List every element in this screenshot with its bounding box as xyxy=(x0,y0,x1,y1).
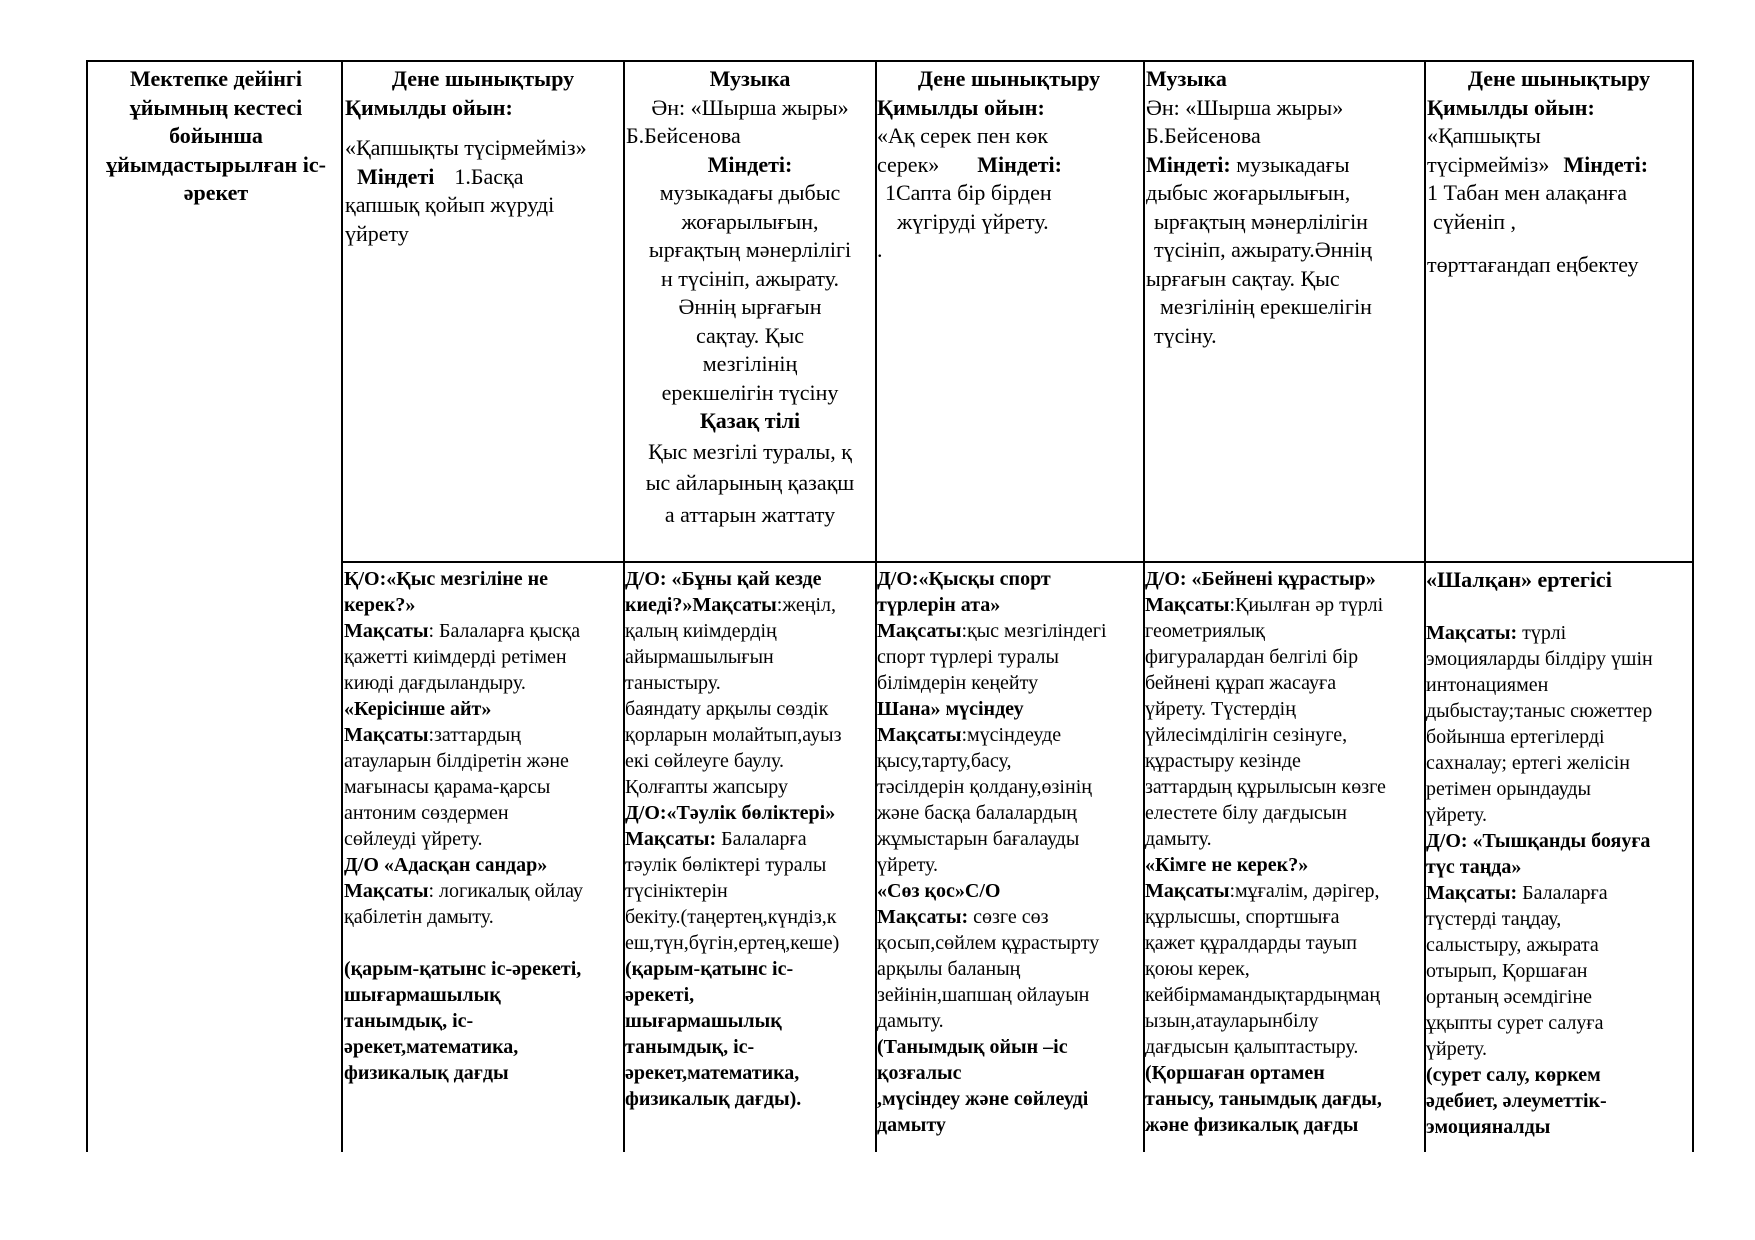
text-line: 1.Басқа xyxy=(454,163,524,189)
subject-title: Қазақ тілі xyxy=(699,408,801,433)
regular-fragment: бойынша ертегілерді xyxy=(1426,726,1605,748)
text-line xyxy=(1426,854,1692,880)
text-line xyxy=(877,1034,1143,1060)
regular-fragment: дағдысын қалыптастыру. xyxy=(1145,1036,1359,1058)
regular-fragment: таныстыру. xyxy=(625,672,721,694)
regular-fragment: ұқыпты сурет салуға xyxy=(1426,1012,1604,1034)
text-line: н түсініп, ажырату. xyxy=(661,265,839,291)
text-line xyxy=(877,800,1143,826)
bold-fragment: Шана» мүсіндеу xyxy=(877,698,1024,720)
regular-fragment: қысу,тарту,басу, xyxy=(877,750,1012,772)
regular-fragment: :жеңіл, xyxy=(776,594,837,616)
text-line xyxy=(1145,982,1425,1008)
text-line xyxy=(1145,722,1425,748)
bold-fragment: Мақсаты xyxy=(344,724,429,746)
bold-fragment: шығармашылық xyxy=(344,984,501,1006)
bold-fragment: Мақсаты xyxy=(877,724,962,746)
bold-fragment: (сурет салу, көркем xyxy=(1426,1064,1601,1086)
bold-fragment: әрекет,математика, xyxy=(344,1036,519,1058)
text-line xyxy=(1145,696,1425,722)
regular-fragment: Балаларға xyxy=(716,828,807,850)
row-header-cell xyxy=(100,65,332,208)
task-label: Міндеті: xyxy=(977,151,1062,177)
top-cell-2 xyxy=(626,65,874,529)
text-line xyxy=(1145,1060,1425,1086)
text-line xyxy=(1426,1062,1692,1088)
text-line xyxy=(625,774,875,800)
text-line xyxy=(625,956,875,982)
regular-fragment: геометриялық xyxy=(1145,620,1265,642)
regular-fragment: зейінін,шапшаң ойлауын xyxy=(877,984,1090,1006)
text-line: музыкадағы дыбыс xyxy=(659,180,841,205)
bold-fragment: (Қоршаған ортамен xyxy=(1145,1062,1325,1084)
task-label: Міндеті xyxy=(357,163,435,189)
bottom-cell-3 xyxy=(877,566,1143,1138)
text-line xyxy=(625,1060,875,1086)
bold-fragment: дамыту xyxy=(877,1114,946,1136)
regular-fragment: Қолғапты жапсыру xyxy=(625,776,788,798)
text-line xyxy=(1426,880,1692,906)
text-line xyxy=(625,696,875,722)
regular-fragment: ретімен орындауды xyxy=(1426,778,1591,800)
text-line xyxy=(625,618,875,644)
text-line xyxy=(344,826,624,852)
regular-fragment: салыстыру, ажырата xyxy=(1426,934,1599,956)
text-line xyxy=(625,566,875,592)
subject-title: Музыка xyxy=(709,66,791,91)
text-line xyxy=(625,1086,875,1112)
text-line xyxy=(1145,1034,1425,1060)
regular-fragment: жұмыстарын бағалауды xyxy=(877,828,1080,850)
row-header-text: Мектепке дейінгі ұйымның кестесі бойынша ұйымдастырылған іс-әрекет xyxy=(106,66,326,205)
text-line xyxy=(344,618,624,644)
text-line xyxy=(344,774,624,800)
text-line xyxy=(1426,1114,1692,1140)
bold-fragment: (қарым-қатынс іс-әрекеті, xyxy=(344,958,582,980)
text-line xyxy=(344,930,624,956)
regular-fragment: атауларын білдіретін және xyxy=(344,750,569,772)
text-line: серек» xyxy=(877,151,940,177)
text-line xyxy=(344,644,624,670)
text-line xyxy=(1426,750,1692,776)
text-line xyxy=(625,644,875,670)
bold-fragment: физикалық дағды). xyxy=(625,1088,802,1110)
bottom-cell-5 xyxy=(1426,566,1692,1140)
bold-fragment: Д/О: «Бейнені құрастыр» xyxy=(1145,568,1376,590)
bold-fragment: танысу, танымдық дағды, xyxy=(1145,1088,1382,1110)
bold-fragment: Мақсаты: xyxy=(1426,622,1518,644)
text-line: 1Сапта бір бірден xyxy=(885,180,1052,205)
bold-fragment: қозғалыс xyxy=(877,1062,962,1084)
bottom-cell-1 xyxy=(344,566,624,1086)
regular-fragment: мағынасы қарама-қарсы xyxy=(344,776,551,798)
text-line xyxy=(877,566,1143,592)
text-line xyxy=(1426,1010,1692,1036)
bold-fragment: ,мүсіндеу және сөйлеуді xyxy=(877,1088,1089,1110)
text-line xyxy=(877,722,1143,748)
table-left-border xyxy=(86,60,88,1152)
bold-fragment: (Танымдық ойын –іс xyxy=(877,1036,1068,1058)
text-line: Әннің ырғағын xyxy=(678,294,822,319)
text-line xyxy=(344,1060,624,1086)
subject-title: Музыка xyxy=(1146,66,1227,91)
text-line xyxy=(877,982,1143,1008)
bold-fragment: және физикалық дағды xyxy=(1145,1114,1359,1136)
text-line xyxy=(877,1086,1143,1112)
text-line: сүйеніп , xyxy=(1433,208,1516,234)
text-line: Қыс мезгілі туралы, қ xyxy=(648,438,852,464)
text-line: түсірмейміз» xyxy=(1427,151,1550,177)
regular-fragment: қосып,сөйлем құрастырту xyxy=(877,932,1100,954)
text-line: музыкадағы xyxy=(1236,151,1350,177)
bold-fragment: Д/О:«Қысқы спорт xyxy=(877,568,1051,590)
column-divider-1 xyxy=(341,60,343,1152)
regular-fragment: қажетті киімдерді ретімен xyxy=(344,646,567,668)
text-line xyxy=(1426,776,1692,802)
text-line xyxy=(1145,670,1425,696)
text-line: . xyxy=(877,237,883,262)
text-line: қапшық қойып жүруді xyxy=(345,192,555,217)
regular-fragment: : логикалық ойлау xyxy=(428,880,584,902)
text-line xyxy=(877,592,1143,618)
text-line xyxy=(1145,1086,1425,1112)
regular-fragment: қажет құралдарды тауып xyxy=(1145,932,1357,954)
top-cell-5 xyxy=(1427,65,1691,280)
text-line xyxy=(1145,956,1425,982)
text-line: а аттарын жаттату xyxy=(664,501,836,527)
regular-fragment: фигуралардан белгілі бір xyxy=(1145,646,1359,668)
text-line xyxy=(1426,566,1692,594)
text-line: үйрету xyxy=(345,220,409,246)
text-line xyxy=(1145,592,1425,618)
text-line: мезгілінің ерекшелігін xyxy=(1160,294,1372,319)
text-line xyxy=(344,878,624,904)
text-line: Ән: «Шырша жыры» xyxy=(1146,94,1344,120)
text-line xyxy=(1426,958,1692,984)
text-line xyxy=(1145,878,1425,904)
regular-fragment: дамыту. xyxy=(877,1010,944,1032)
regular-fragment: елестете білу дағдысын xyxy=(1145,802,1347,824)
text-line xyxy=(625,670,875,696)
text-line xyxy=(1145,748,1425,774)
text-line xyxy=(625,800,875,826)
top-cell-1 xyxy=(345,65,621,248)
text-line xyxy=(344,982,624,1008)
text-line xyxy=(344,592,624,618)
regular-fragment: бекіту.(таңертең,күндіз,к xyxy=(625,906,837,928)
regular-fragment: арқылы баланың xyxy=(877,958,1021,980)
row-divider xyxy=(341,561,1694,563)
text-line xyxy=(344,566,624,592)
regular-fragment: дыбыстау;таныс сюжеттер xyxy=(1426,700,1653,722)
regular-fragment: :заттардың xyxy=(428,724,521,746)
regular-fragment: еш,түн,бүгін,ертең,кеше) xyxy=(625,932,840,954)
regular-fragment: қоюы керек, xyxy=(1145,958,1250,980)
top-cell-4 xyxy=(1146,65,1422,350)
text-line xyxy=(1145,566,1425,592)
regular-fragment: сөзге сөз xyxy=(968,906,1049,928)
bold-fragment: түс таңда» xyxy=(1426,856,1522,878)
text-line xyxy=(877,644,1143,670)
regular-fragment: қалың киімдердің xyxy=(625,620,777,642)
regular-fragment: эмоцияларды білдіру үшін xyxy=(1426,648,1653,670)
bottom-cell-2 xyxy=(625,566,875,1112)
bold-fragment: Мақсаты: xyxy=(877,906,969,928)
subject-title: Дене шынықтыру xyxy=(917,66,1101,91)
text-line: ыс айларының қазақш xyxy=(645,470,855,495)
bold-fragment: (қарым-қатынс іс- xyxy=(625,958,794,980)
regular-fragment: қорларын молайтып,ауыз xyxy=(625,724,842,746)
text-line xyxy=(1145,1008,1425,1034)
text-line xyxy=(1426,906,1692,932)
text-line xyxy=(1145,852,1425,878)
text-line xyxy=(344,722,624,748)
text-line: жоғарылығын, xyxy=(681,208,819,234)
text-line xyxy=(1426,698,1692,724)
regular-fragment: :қыс мезгіліндегі xyxy=(961,620,1107,642)
regular-fragment: түрлі xyxy=(1517,622,1567,644)
regular-fragment: :мүсіндеуде xyxy=(961,724,1062,746)
text-line xyxy=(625,852,875,878)
text-line xyxy=(625,722,875,748)
text-line: Ән: «Шырша жыры» xyxy=(651,94,849,120)
bold-fragment: түрлерін ата» xyxy=(877,594,1001,616)
text-line: жүгіруді үйрету. xyxy=(897,208,1049,234)
bold-fragment: Д/О «Адасқан сандар» xyxy=(344,854,548,876)
text-line xyxy=(1145,800,1425,826)
bold-fragment: «Кімге не керек?» xyxy=(1145,854,1309,876)
text-line xyxy=(625,930,875,956)
subject-title: Дене шынықтыру xyxy=(1467,66,1651,91)
text-line xyxy=(344,1008,624,1034)
regular-fragment: түстерді таңдау, xyxy=(1426,908,1562,930)
text-line xyxy=(1145,774,1425,800)
text-line xyxy=(1426,1036,1692,1062)
regular-fragment: қабілетін дамыту. xyxy=(344,906,494,928)
text-line: төрттағандап еңбектеу xyxy=(1427,252,1639,277)
bold-fragment: Қ/О:«Қыс мезгіліне не xyxy=(344,568,549,590)
bold-fragment: киеді?»Мақсаты xyxy=(625,594,777,616)
regular-fragment: дамыту. xyxy=(1145,828,1212,850)
text-line xyxy=(344,956,624,982)
regular-fragment: кейбірмамандықтардыңмаң xyxy=(1145,984,1381,1006)
text-line xyxy=(625,982,875,1008)
game-label: Қимылды ойын: xyxy=(877,94,1045,120)
text-line xyxy=(877,1060,1143,1086)
regular-fragment: сөйлеуді үйрету. xyxy=(344,828,483,850)
bold-fragment: танымдық, іс- xyxy=(344,1010,474,1032)
text-line xyxy=(625,592,875,618)
text-line xyxy=(625,904,875,930)
regular-fragment: киюді дағдыландыру. xyxy=(344,672,526,694)
bold-fragment: Мақсаты xyxy=(344,620,429,642)
text-line xyxy=(877,956,1143,982)
regular-fragment: :Қиылған әр түрлі xyxy=(1229,594,1384,616)
text-line xyxy=(1145,644,1425,670)
text-line xyxy=(1426,594,1692,620)
regular-fragment: айырмашылығын xyxy=(625,646,774,668)
regular-fragment: екі сөйлеуге баулу. xyxy=(625,750,785,772)
text-line: түсіну. xyxy=(1154,322,1217,348)
regular-fragment: үйрету. xyxy=(1426,1038,1488,1060)
regular-fragment: түсініктерін xyxy=(625,880,728,902)
text-line xyxy=(877,1112,1143,1138)
text-line xyxy=(625,878,875,904)
task-label: Міндеті: xyxy=(1146,151,1231,177)
text-line xyxy=(1426,984,1692,1010)
text-line xyxy=(344,696,624,722)
bold-fragment: «Сөз қос»С/О xyxy=(877,880,1001,902)
text-line: «Қапшықты түсірмейміз» xyxy=(345,135,587,160)
text-line xyxy=(625,826,875,852)
text-line: Б.Бейсенова xyxy=(626,123,741,148)
text-line xyxy=(877,930,1143,956)
text-line xyxy=(1426,620,1692,646)
text-line: ерекшелігін түсіну xyxy=(661,379,839,405)
text-line xyxy=(877,670,1143,696)
regular-fragment: тәулік бөліктері туралы xyxy=(625,854,827,876)
regular-fragment: үйрету. xyxy=(877,854,939,876)
regular-fragment: Балаларға xyxy=(1517,882,1608,904)
text-line xyxy=(877,904,1143,930)
bold-fragment: Д/О: «Тышқанды бояуға xyxy=(1426,830,1651,852)
regular-fragment: сахналау; ертегі желісін xyxy=(1426,752,1630,774)
regular-fragment: интонациямен xyxy=(1426,674,1549,696)
bold-fragment: Мақсаты xyxy=(344,880,429,902)
text-line xyxy=(1426,724,1692,750)
bold-fragment: Мақсаты xyxy=(1145,594,1230,616)
text-line xyxy=(344,904,624,930)
text-line: дыбыс жоғарылығын, xyxy=(1146,180,1351,205)
text-line: мезгілінің xyxy=(702,351,798,376)
bold-fragment: «Керісінше айт» xyxy=(344,698,492,720)
bottom-cell-4 xyxy=(1145,566,1425,1138)
regular-fragment: бейнені құрап жасауға xyxy=(1145,672,1337,694)
text-line: түсініп, ажырату.Әннің xyxy=(1154,237,1373,262)
text-line xyxy=(1145,826,1425,852)
table-right-border xyxy=(1692,60,1694,1152)
regular-fragment: үйлесімділігін сезінуге, xyxy=(1145,724,1348,746)
regular-fragment: :мұғалім, дәрігер, xyxy=(1229,880,1380,902)
text-line xyxy=(1426,828,1692,854)
text-line xyxy=(877,1008,1143,1034)
bold-fragment: Д/О: «Бұны қай кезде xyxy=(625,568,822,590)
regular-fragment: ызын,атауларынбілу xyxy=(1145,1010,1319,1032)
text-line xyxy=(1145,1112,1425,1138)
bold-fragment: Мақсаты xyxy=(1145,880,1230,902)
text-line xyxy=(1426,802,1692,828)
text-line xyxy=(344,748,624,774)
regular-fragment: құрлысшы, спортшыға xyxy=(1145,906,1340,928)
regular-fragment: антоним сөздермен xyxy=(344,802,509,824)
text-line: Б.Бейсенова xyxy=(1146,123,1261,148)
bold-fragment: әрекет,математика, xyxy=(625,1062,800,1084)
text-line: сақтау. Қыс xyxy=(695,322,805,348)
task-label: Міндеті: xyxy=(1563,151,1649,177)
bold-fragment: эмоцияналды xyxy=(1426,1116,1551,1138)
text-line xyxy=(877,696,1143,722)
subject-title: Дене шынықтыру xyxy=(391,66,575,91)
text-line: «Қапшықты xyxy=(1427,123,1541,148)
regular-fragment: спорт түрлері туралы xyxy=(877,646,1059,668)
text-line xyxy=(1426,646,1692,672)
text-line xyxy=(877,774,1143,800)
regular-fragment: білімдерін кеңейту xyxy=(877,672,1039,694)
text-line xyxy=(1426,932,1692,958)
text-line xyxy=(877,852,1143,878)
bold-fragment: Д/О:«Тәулік бөліктері» xyxy=(625,802,836,824)
text-line xyxy=(625,1008,875,1034)
bold-fragment: Мақсаты: xyxy=(625,828,717,850)
regular-fragment: тәсілдерін қолдану,өзінің xyxy=(877,776,1092,798)
game-label: Қимылды ойын: xyxy=(345,94,513,120)
regular-fragment: құрастыру кезінде xyxy=(1145,750,1301,772)
bold-fragment: шығармашылық xyxy=(625,1010,782,1032)
bold-fragment: Мақсаты xyxy=(877,620,962,642)
bold-fragment: танымдық, іс- xyxy=(625,1036,755,1058)
text-line xyxy=(625,1034,875,1060)
text-line xyxy=(344,670,624,696)
regular-fragment: : Балаларға қысқа xyxy=(428,620,581,642)
text-line xyxy=(877,826,1143,852)
text-line: 1 Табан мен алақанға xyxy=(1427,180,1628,205)
regular-fragment: және басқа балалардың xyxy=(877,802,1077,824)
text-line xyxy=(344,800,624,826)
bold-fragment: «Шалқан» ертегісі xyxy=(1426,567,1612,592)
text-line xyxy=(1145,930,1425,956)
bold-fragment: әрекеті, xyxy=(625,984,695,1006)
text-line xyxy=(1145,904,1425,930)
text-line xyxy=(877,748,1143,774)
text-line xyxy=(625,748,875,774)
text-line xyxy=(1426,1088,1692,1114)
regular-fragment: үйрету. Түстердің xyxy=(1145,698,1296,720)
text-line: ырғақтың мәнерлілігін xyxy=(1154,208,1368,234)
top-cell-3 xyxy=(877,65,1141,265)
regular-fragment: үйрету. xyxy=(1426,804,1488,826)
text-line xyxy=(1145,618,1425,644)
text-line xyxy=(877,878,1143,904)
task-label: Міндеті: xyxy=(707,151,793,177)
text-line: ырғақтың мәнерлілігі xyxy=(648,237,852,262)
regular-fragment: баяндату арқылы сөздік xyxy=(625,698,829,720)
regular-fragment: ортаның әсемдігіне xyxy=(1426,986,1593,1008)
regular-fragment: отырып, Қоршаған xyxy=(1426,960,1588,982)
table-top-border xyxy=(86,60,1694,62)
bold-fragment: физикалық дағды xyxy=(344,1062,509,1084)
text-line xyxy=(344,1034,624,1060)
text-line xyxy=(1426,672,1692,698)
text-line xyxy=(344,852,624,878)
text-line xyxy=(877,618,1143,644)
bold-fragment: әдебиет, әлеуметтік- xyxy=(1426,1090,1607,1112)
bold-fragment: Мақсаты: xyxy=(1426,882,1518,904)
game-label: Қимылды ойын: xyxy=(1427,94,1595,120)
bold-fragment: керек?» xyxy=(344,594,416,616)
regular-fragment: заттардың құрылысын көзге xyxy=(1145,776,1386,798)
text-line: «Ақ серек пен көк xyxy=(877,123,1049,148)
text-line: ырғағын сақтау. Қыс xyxy=(1146,265,1340,291)
